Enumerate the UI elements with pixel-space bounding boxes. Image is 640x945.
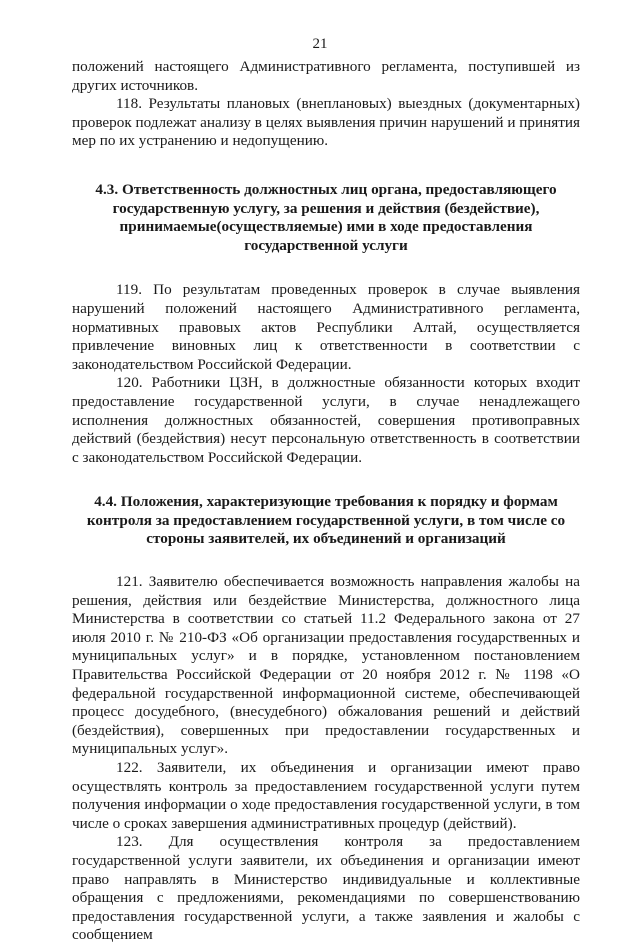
document-body: [72, 58, 580, 945]
paragraph-continuation: положений настоящего Административного регламента, поступившей из других источников.: [72, 58, 580, 94]
paragraph-123: 123. Для осуществления контроля за предоставлением государственной услуги заявители, их объединения и организации имеют право направлять в Министерство индивидуальные и коллективные обращения с предложениями, рекомендациями по совершенствованию предоставления государственной услуги, а также заявления и жалобы с сообщением: [72, 833, 580, 944]
paragraph-121: 121. Заявителю обеспечивается возможность направления жалобы на решения, действия или бездействие Министерства, должностного лица Министерства в соответствии со статьей 11.2 Федерального закона от 27 июля 2010 г. № 210-ФЗ «Об организации предоставления государственных и муниципальных услуг» и в порядке, установленном постановлением Правительства Российской Федерации от 20 ноября 2012 г. № 1198 «О федеральной государственной информационной системе, обеспечивающей процесс досудебного, (внесудебного) обжалования решений и действий (бездействия), совершенных при предоставлении государственных и муниципальных услуг».: [72, 573, 580, 758]
section-heading-4-4: 4.4. Положения, характеризующие требования к порядку и формам контроля за предоставлением государственной услуги, в том числе со стороны заявителей, их объединений и организаций: [86, 493, 566, 548]
paragraph-122: 122. Заявители, их объединения и организации имеют право осуществлять контроль за предоставлением государственной услуги путем получения информации о ходе предоставления государственной услуги, в том числе о сроках завершения административных процедур (действий).: [72, 759, 580, 832]
section-heading-4-3: 4.3. Ответственность должностных лиц органа, предоставляющего государственную услугу, за решения и действия (бездействие), принимаемые(осуществляемые) ими в ходе предоставления государственной услуги: [95, 180, 557, 254]
paragraph-120: 120. Работники ЦЗН, в должностные обязанности которых входит предоставление государственной услуги, в случае ненадлежащего исполнения должностных обязанностей, совершения противоправных действий (бездействия) несут персональную ответственность в соответствии с законодательством Российской Федерации.: [72, 374, 580, 466]
paragraph-118: 118. Результаты плановых (внеплановых) выездных (документарных) проверок подлежат анализу в целях выявления причин нарушений и принятия мер по их устранению и недопущению.: [72, 95, 580, 150]
page-number: 21: [312, 36, 328, 52]
paragraph-119: 119. По результатам проведенных проверок в случае выявления нарушений положений настоящего Административного регламента, нормативных правовых актов Республики Алтай, осуществляется привлечение виновных лиц к ответственности в соответствии с законодательством Российской Федерации.: [72, 281, 580, 373]
